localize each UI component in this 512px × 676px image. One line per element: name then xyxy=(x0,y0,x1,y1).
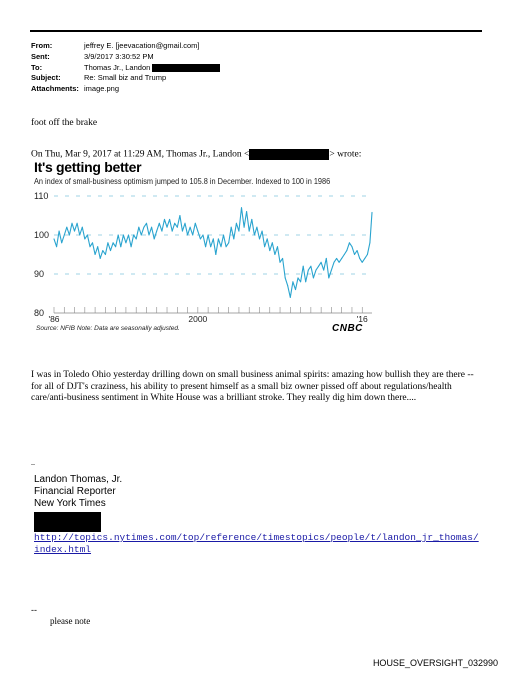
data-point xyxy=(95,254,96,255)
data-point xyxy=(213,238,214,239)
data-point xyxy=(77,223,78,224)
line-chart xyxy=(30,186,380,324)
data-point xyxy=(203,235,204,236)
series-line xyxy=(54,208,372,298)
data-point xyxy=(113,242,114,243)
data-point xyxy=(92,242,93,243)
data-point xyxy=(154,238,155,239)
data-point xyxy=(321,262,322,263)
data-point xyxy=(349,242,350,243)
data-point xyxy=(367,254,368,255)
data-point xyxy=(292,281,293,282)
signature xyxy=(34,474,122,532)
email-body: I was in Toledo Ohio yesterday drilling down on small business animal spirits: amazing how bullish they are there -- for all of DJT's craziness, his ability to present himself as a small biz owner pissed off about regulations/health care/anti-business sentiment in White House was a brilliant stroke. They really dig him down there.... xyxy=(31,370,474,403)
data-point xyxy=(256,227,257,228)
signature-org: New York Times xyxy=(34,498,106,509)
y-tick-label: 90 xyxy=(34,269,45,279)
data-point xyxy=(316,270,317,271)
subject-label: Subject: xyxy=(31,73,61,82)
data-point xyxy=(269,250,270,251)
data-point xyxy=(156,231,157,232)
data-point xyxy=(141,235,142,236)
data-point xyxy=(352,246,353,247)
quote-wrote: > wrote: xyxy=(329,149,362,160)
data-point xyxy=(346,250,347,251)
data-point xyxy=(164,219,165,220)
data-point xyxy=(205,246,206,247)
signature-name: Landon Thomas, Jr. xyxy=(34,474,123,485)
data-point xyxy=(264,246,265,247)
data-point xyxy=(185,223,186,224)
data-point xyxy=(200,238,201,239)
signature-title: Financial Reporter xyxy=(34,486,116,497)
sent-value: 3/9/2017 3:30:52 PM xyxy=(84,52,154,61)
data-point xyxy=(359,258,360,259)
data-point xyxy=(303,266,304,267)
data-point xyxy=(136,238,137,239)
data-point xyxy=(318,266,319,267)
to-row xyxy=(31,63,220,73)
data-point xyxy=(146,223,147,224)
data-point xyxy=(285,277,286,278)
data-point xyxy=(354,254,355,255)
to-label: To: xyxy=(31,63,43,72)
data-point xyxy=(300,281,301,282)
data-point xyxy=(357,250,358,251)
y-tick-label: 110 xyxy=(34,191,49,201)
profile-link[interactable]: http://topics.nytimes.com/top/reference/timestopics/people/t/landon_jr_thomas/index.html xyxy=(34,532,479,555)
data-point xyxy=(179,215,180,216)
data-point xyxy=(372,212,373,213)
data-point xyxy=(107,242,108,243)
data-point xyxy=(128,235,129,236)
redaction-box xyxy=(249,149,329,160)
data-point xyxy=(326,258,327,259)
sent-label: Sent: xyxy=(31,52,50,61)
data-point xyxy=(59,231,60,232)
data-point xyxy=(208,235,209,236)
data-point xyxy=(72,223,73,224)
data-point xyxy=(149,235,150,236)
footer-separator: -- xyxy=(31,605,37,615)
reply-text: foot off the brake xyxy=(31,118,98,128)
data-point xyxy=(197,231,198,232)
data-point xyxy=(305,281,306,282)
data-point xyxy=(290,297,291,298)
data-point xyxy=(298,277,299,278)
sent-row xyxy=(31,52,154,62)
cnbc-logo: CNBC xyxy=(332,323,363,334)
data-point xyxy=(159,223,160,224)
data-point xyxy=(174,223,175,224)
data-point xyxy=(280,262,281,263)
header-rule xyxy=(30,30,482,32)
data-point xyxy=(228,242,229,243)
data-point xyxy=(277,246,278,247)
data-point xyxy=(143,227,144,228)
data-point xyxy=(187,235,188,236)
data-point xyxy=(82,227,83,228)
data-point xyxy=(274,254,275,255)
data-point xyxy=(262,231,263,232)
x-tick-label: '16 xyxy=(356,314,368,324)
data-point xyxy=(64,235,65,236)
data-point xyxy=(169,219,170,220)
data-point xyxy=(233,238,234,239)
data-point xyxy=(336,258,337,259)
data-point xyxy=(210,246,211,247)
data-point xyxy=(244,227,245,228)
redaction-box xyxy=(152,64,220,72)
data-point xyxy=(254,235,255,236)
data-point xyxy=(84,238,85,239)
data-point xyxy=(69,235,70,236)
data-point xyxy=(182,231,183,232)
data-point xyxy=(66,227,67,228)
data-point xyxy=(133,235,134,236)
data-point xyxy=(364,258,365,259)
data-point xyxy=(177,227,178,228)
data-point xyxy=(323,270,324,271)
x-axis xyxy=(54,307,372,313)
data-point xyxy=(192,235,193,236)
data-point xyxy=(90,246,91,247)
attachments-label: Attachments: xyxy=(31,84,79,93)
data-point xyxy=(87,235,88,236)
chart-subtitle: An index of small-business optimism jumped to 105.8 in December. Indexed to 100 in 1986 xyxy=(34,177,331,186)
data-point xyxy=(218,238,219,239)
data-point xyxy=(369,242,370,243)
attachments-row xyxy=(31,84,119,94)
y-axis-ticks xyxy=(34,191,49,318)
data-point xyxy=(123,235,124,236)
from-value: jeffrey E. [jeevacation@gmail.com] xyxy=(84,41,200,50)
bates-number: HOUSE_OVERSIGHT_032990 xyxy=(372,658,498,668)
chart-series xyxy=(54,207,373,298)
data-point xyxy=(246,211,247,212)
data-point xyxy=(110,250,111,251)
data-point xyxy=(172,231,173,232)
data-point xyxy=(236,223,237,224)
data-point xyxy=(231,227,232,228)
x-axis-ticks xyxy=(48,314,368,324)
data-point xyxy=(120,246,121,247)
footer-note: please note xyxy=(50,616,91,626)
data-point xyxy=(54,238,55,239)
data-point xyxy=(267,238,268,239)
data-point xyxy=(151,227,152,228)
redaction-box xyxy=(34,512,101,532)
data-point xyxy=(97,246,98,247)
subject-value: Re: Small biz and Trump xyxy=(84,73,167,82)
data-point xyxy=(341,258,342,259)
data-point xyxy=(195,223,196,224)
data-point xyxy=(115,246,116,247)
data-point xyxy=(238,231,239,232)
data-point xyxy=(249,231,250,232)
data-point xyxy=(105,254,106,255)
data-point xyxy=(125,242,126,243)
x-tick-label: '86 xyxy=(48,314,60,324)
data-point xyxy=(259,238,260,239)
data-point xyxy=(118,235,119,236)
quote-intro: On Thu, Mar 9, 2017 at 11:29 AM, Thomas Jr., Landon < xyxy=(31,149,250,160)
chart-source: Source: NFIB Note: Data are seasonally adjusted. xyxy=(36,325,180,332)
data-point xyxy=(334,262,335,263)
chart-title: It's getting better xyxy=(34,159,142,175)
data-point xyxy=(61,242,62,243)
data-point xyxy=(328,277,329,278)
from-row xyxy=(31,41,199,51)
data-point xyxy=(226,246,227,247)
data-point xyxy=(241,207,242,208)
data-point xyxy=(331,270,332,271)
to-value: Thomas Jr., Landon xyxy=(84,63,151,72)
data-point xyxy=(131,246,132,247)
y-tick-label: 80 xyxy=(34,308,45,318)
data-point xyxy=(223,235,224,236)
y-tick-label: 100 xyxy=(34,230,50,240)
data-point xyxy=(138,227,139,228)
data-point xyxy=(74,231,75,232)
signature-separator: -- xyxy=(31,462,35,468)
data-point xyxy=(100,258,101,259)
data-point xyxy=(344,254,345,255)
data-point xyxy=(295,289,296,290)
attachments-value: image.png xyxy=(84,84,120,93)
data-point xyxy=(339,262,340,263)
data-point xyxy=(56,246,57,247)
data-point xyxy=(102,250,103,251)
from-label: From: xyxy=(31,41,53,50)
data-point xyxy=(310,266,311,267)
data-point xyxy=(272,242,273,243)
data-point xyxy=(190,227,191,228)
chart-grid xyxy=(54,196,372,274)
data-point xyxy=(282,258,283,259)
data-point xyxy=(161,231,162,232)
data-point xyxy=(313,277,314,278)
data-point xyxy=(251,219,252,220)
subject-row xyxy=(31,73,166,83)
data-point xyxy=(167,227,168,228)
data-point xyxy=(362,262,363,263)
x-tick-label: 2000 xyxy=(188,314,208,324)
data-point xyxy=(79,235,80,236)
data-point xyxy=(287,285,288,286)
data-point xyxy=(215,254,216,255)
data-point xyxy=(308,270,309,271)
data-point xyxy=(221,246,222,247)
